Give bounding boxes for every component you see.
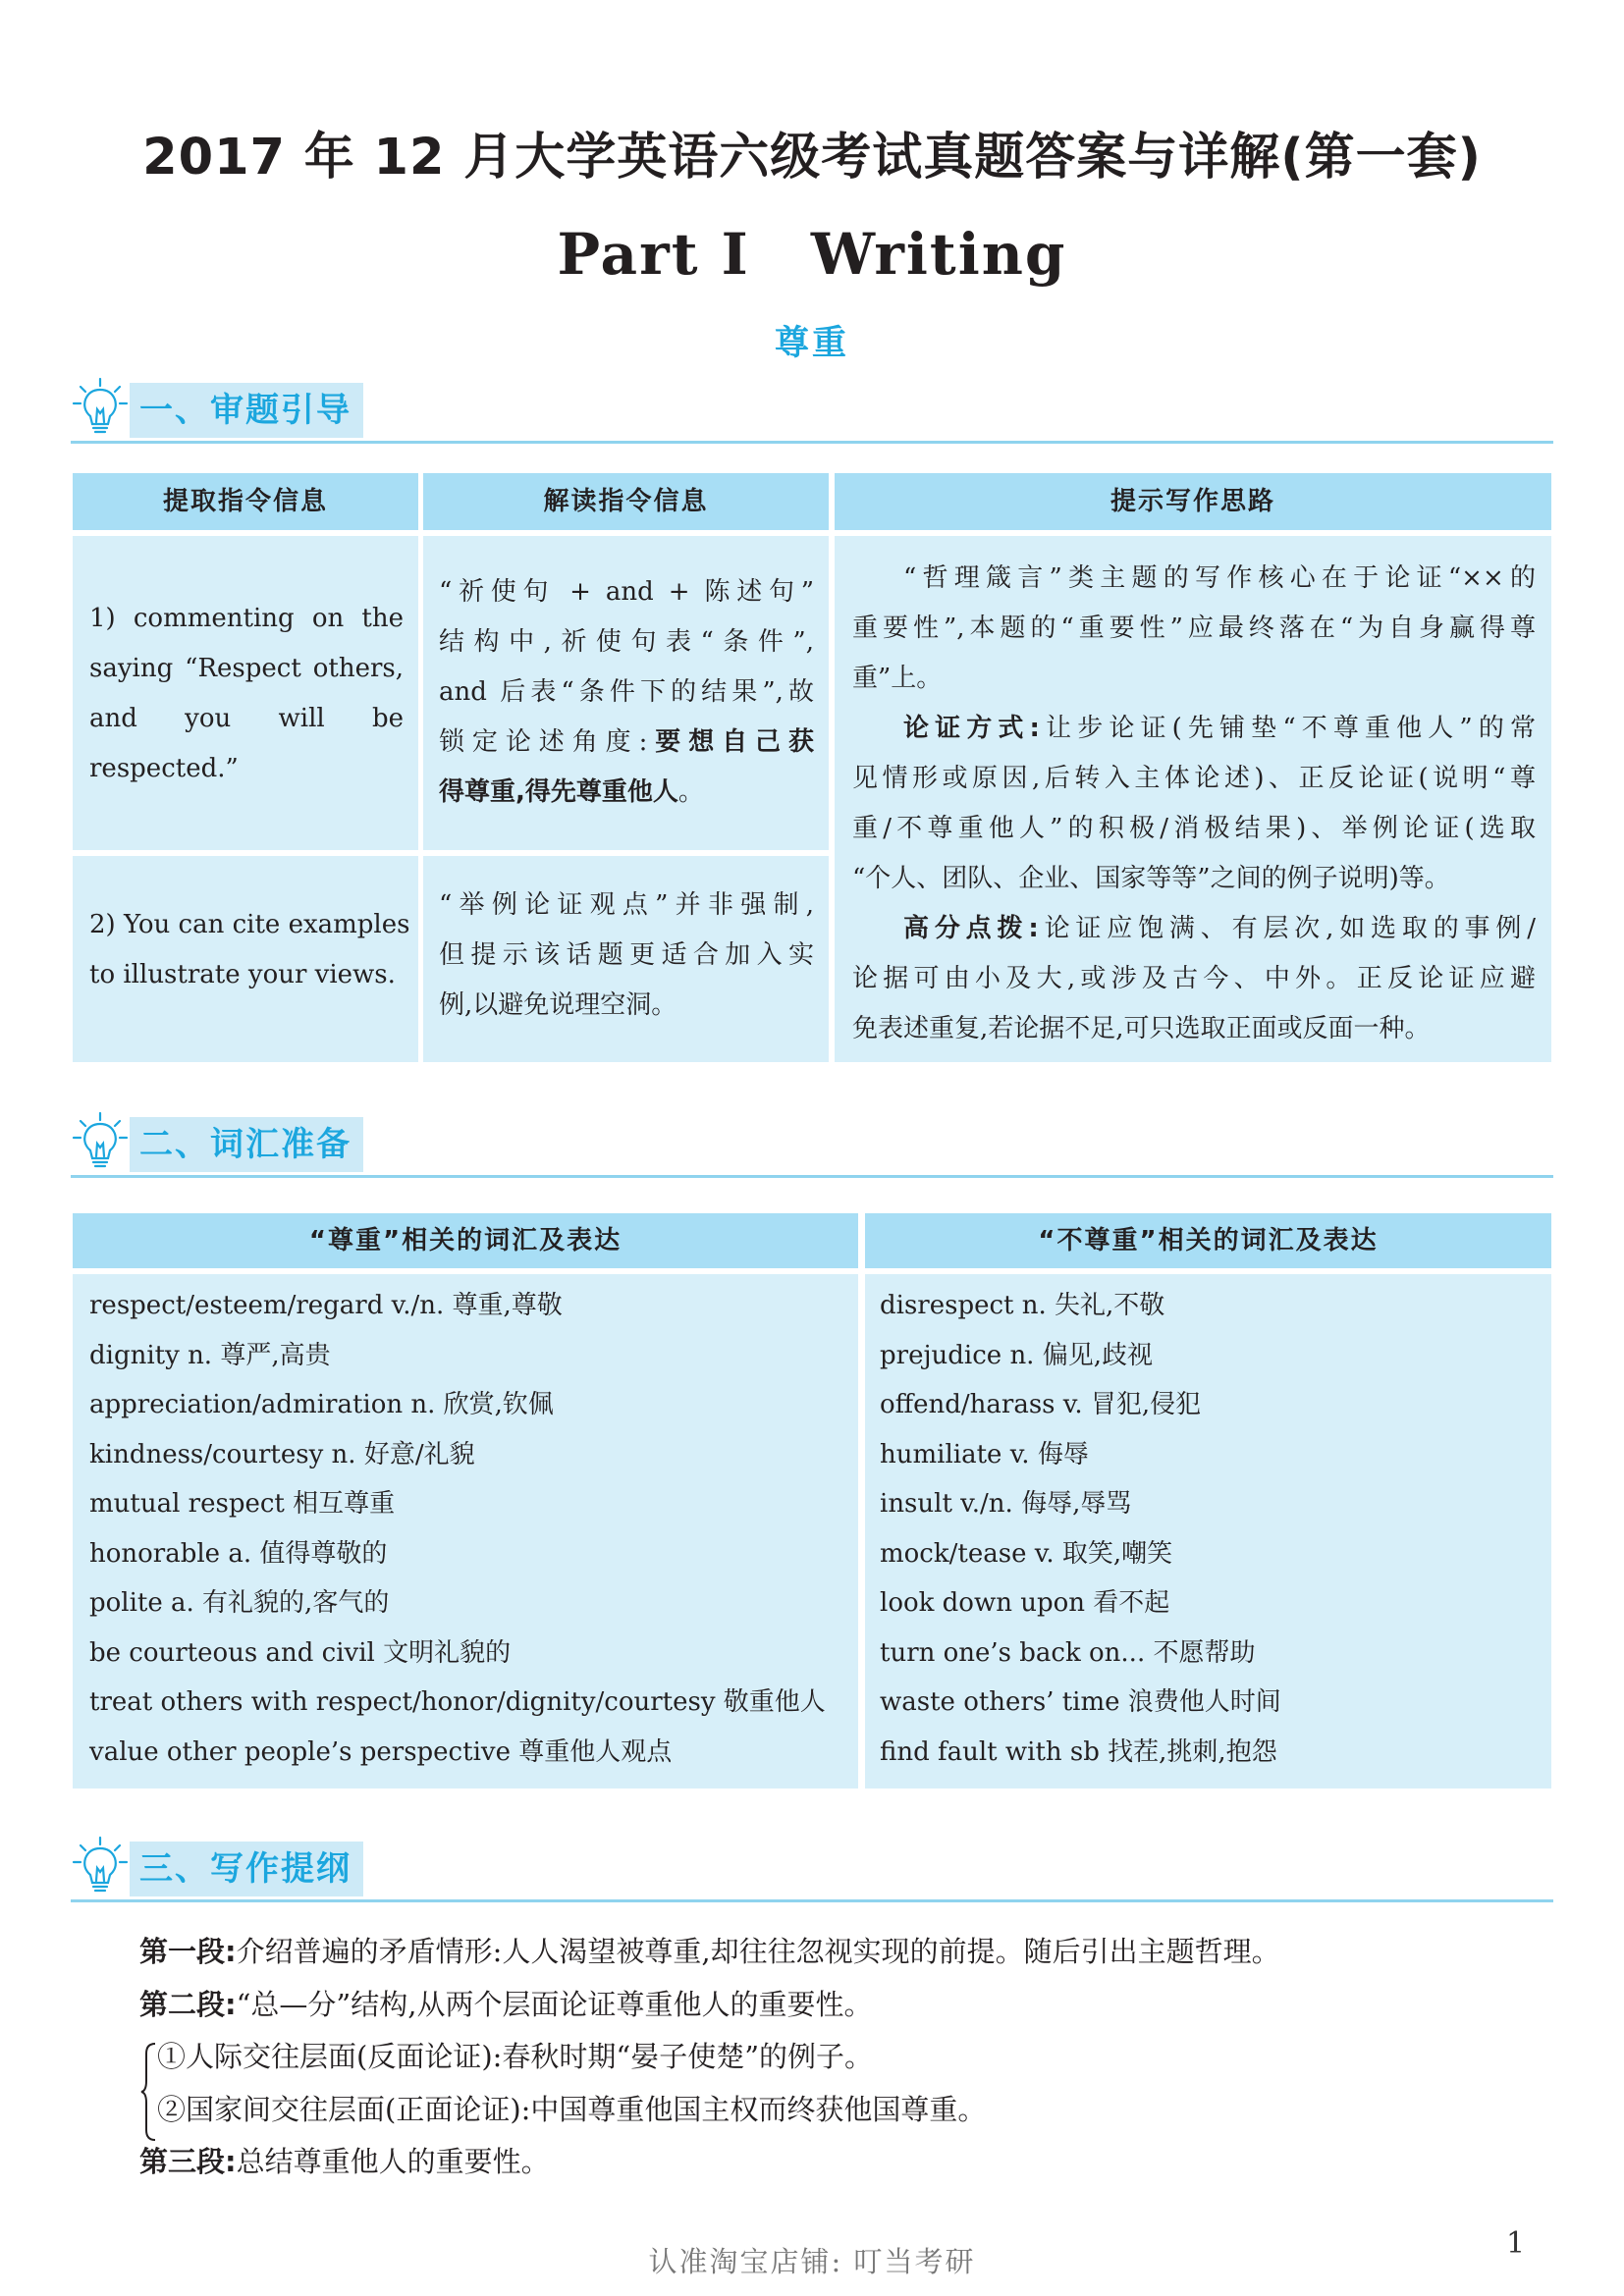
outline-subpoint-2: ②国家间交往层面(正面论证):中国尊重他国主权而终获他国尊重。: [157, 2092, 987, 2126]
list-item: mutual respect 相互尊重: [89, 1489, 396, 1519]
list-item: prejudice n. 偏见,歧视: [880, 1340, 1153, 1370]
interpretation-2-text: “举例论证观点”并非强制, 但提示该话题更适合加入实 例,以避免说理空洞。: [439, 890, 814, 1020]
section-heading-label: 一、审题引导: [130, 383, 363, 438]
list-item: respect/esteem/regard v./n. 尊重,尊敬: [89, 1291, 563, 1320]
list-item: disrespect n. 失礼,不敬: [880, 1291, 1165, 1320]
list-item: look down upon 看不起: [880, 1588, 1170, 1618]
list-item: kindness/courtesy n. 好意/礼貌: [89, 1439, 475, 1469]
list-item: be courteous and civil 文明礼貌的: [89, 1637, 512, 1668]
essay-topic: 尊重: [774, 324, 849, 363]
table-cell-instruction-1: [73, 536, 418, 850]
instruction-2-text: 2) You can cite examples to illustrate your views.: [89, 910, 410, 989]
section-heading-1: [71, 383, 1553, 438]
brace-icon: [139, 2040, 157, 2144]
list-item: offend/harass v. 冒犯,侵犯: [880, 1390, 1202, 1419]
section-divider: [71, 1175, 1553, 1178]
part-title: [0, 221, 1624, 288]
outline-paragraph-3: 第三段:总结尊重他人的重要性。: [139, 2145, 550, 2178]
section-heading-label: 三、写作提纲: [130, 1842, 363, 1896]
table-cell-instruction-2: [73, 856, 418, 1062]
part-label: Part I: [557, 221, 750, 288]
section-divider: [71, 441, 1553, 444]
section-divider: [71, 1899, 1553, 1902]
document-title: 2017 年 12 月大学英语六级考试真题答案与详解(第一套): [142, 129, 1482, 187]
list-item: value other people’s perspective 尊重他人观点: [89, 1736, 673, 1767]
lightbulb-icon: [71, 1111, 130, 1172]
section-heading-label: 二、词汇准备: [130, 1117, 363, 1172]
outline-subpoint-1: ①人际交往层面(反面论证):春秋时期“晏子使楚”的例子。: [157, 2040, 874, 2073]
list-item: dignity n. 尊严,高贵: [89, 1340, 331, 1370]
page-number: 1: [1506, 2226, 1526, 2261]
table-cell-interpretation-2: [423, 856, 829, 1062]
section-heading-2: [71, 1117, 1553, 1172]
lightbulb-icon: [71, 1836, 130, 1896]
interpretation-1-text: “祈使句 + and + 陈述句” 结构中,祈使句表“条件”, and 后表“条件下的结果”,故 锁定论述角度:要想自己获 得尊重,得先尊重他人。: [439, 577, 814, 807]
vocab-list-disrespect: [865, 1274, 1551, 1789]
writing-outline: [139, 1926, 1280, 2189]
footer-shop: 认准淘宝店铺: 叮当考研: [648, 2245, 976, 2278]
instruction-1-text: 1) commenting on the saying “Respect others, and you will be respected.”: [89, 604, 404, 783]
list-item: mock/tease v. 取笑,嘲笑: [880, 1538, 1173, 1569]
table-cell-interpretation-1: [423, 536, 829, 850]
outline-paragraph-2: 第二段:“总—分”结构,从两个层面论证尊重他人的重要性。: [139, 1987, 873, 2021]
list-item: appreciation/admiration n. 欣赏,钦佩: [89, 1390, 554, 1419]
part-name: Writing: [810, 221, 1067, 288]
list-item: honorable a. 值得尊敬的: [89, 1538, 388, 1569]
vocab-list-respect: [73, 1274, 858, 1789]
list-item: polite a. 有礼貌的,客气的: [89, 1588, 390, 1618]
table-header-interpretation: 解读指令信息: [423, 473, 829, 530]
vocab-header-respect: “尊重”相关的词汇及表达: [73, 1213, 858, 1268]
table-header-tips: 提示写作思路: [835, 473, 1551, 530]
list-item: humiliate v. 侮辱: [880, 1439, 1089, 1469]
list-item: find fault with sb 找茬,挑刺,抱怨: [880, 1736, 1277, 1767]
list-item: turn one’s back on... 不愿帮助: [880, 1637, 1256, 1668]
outline-paragraph-1: 第一段:介绍普遍的矛盾情形:人人渴望被尊重,却往往忽视实现的前提。随后引出主题哲理。: [139, 1935, 1280, 1968]
list-item: treat others with respect/honor/dignity/courtesy 敬重他人: [89, 1687, 826, 1717]
vocab-header-disrespect: “不尊重”相关的词汇及表达: [865, 1213, 1551, 1268]
tips-label-method: 论证方式:: [903, 714, 1040, 743]
list-item: waste others’ time 浪费他人时间: [880, 1687, 1281, 1717]
section-heading-3: [71, 1842, 1553, 1896]
tips-text: “哲理箴言”类主题的写作核心在于论证“××的 重要性”,本题的“重要性”应最终落在“为自身赢得尊 重”上。 论证方式:让步论证(先铺垫“不尊重他人”的常 见情形或原因,后转入主体论述)、正反论证(说明“尊 重/不尊重他人”的积极/消极结果)、举例论证(选取 “个人、团队、企业、国家等等”之间的例子说明)等。 高分点拨:论证应饱满、有层次,如选取的事例/ 论据可由小及大,或涉及古今、中外。正反论证应避 免表述重复,若论据不足,可只选取正面或反面一种。: [852, 563, 1536, 1043]
tips-label-highscore: 高分点拨:: [903, 914, 1039, 943]
table-header-instruction: 提取指令信息: [73, 473, 418, 530]
list-item: insult v./n. 侮辱,辱骂: [880, 1489, 1132, 1519]
table-cell-tips: [835, 536, 1551, 1062]
lightbulb-icon: [71, 377, 130, 438]
